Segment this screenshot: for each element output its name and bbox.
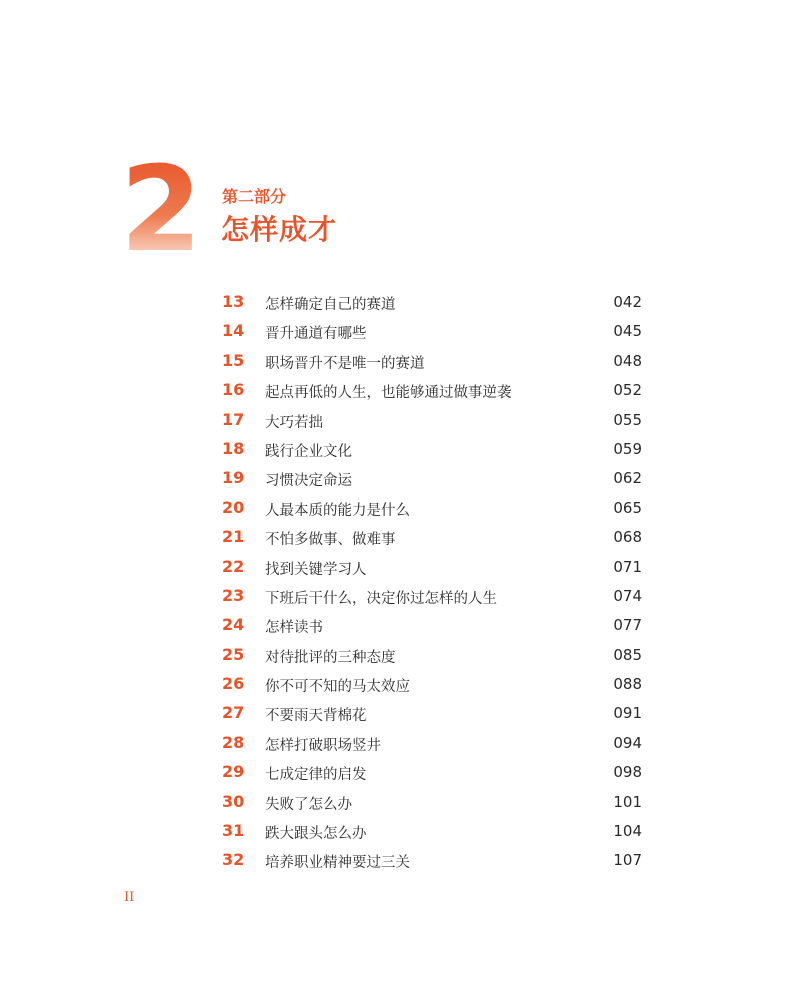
toc-entry-page: 065 xyxy=(613,498,642,517)
toc-entry-title: 怎样打破职场竖井 xyxy=(265,737,381,754)
toc-entry-title: 怎样读书 xyxy=(265,620,323,637)
toc-entry-page: 101 xyxy=(613,792,642,811)
toc-entry-number: 15 xyxy=(222,350,245,370)
toc-entry-number: 21 xyxy=(222,527,245,547)
toc-entry-number: 19 xyxy=(222,468,245,488)
toc-entry-page: 059 xyxy=(613,439,642,458)
toc-entry-page: 062 xyxy=(613,469,642,488)
toc-entry-page: 052 xyxy=(613,381,642,400)
toc-entry-title: 下班后干什么，决定你过怎样的人生 xyxy=(265,590,497,607)
toc-entry[interactable] xyxy=(0,729,800,758)
toc-entry-title: 你不可不知的马太效应 xyxy=(265,679,410,696)
toc-entry-number: 27 xyxy=(222,703,245,723)
toc-entry-title: 晋升通道有哪些 xyxy=(265,326,367,343)
toc-entry[interactable] xyxy=(0,406,800,435)
part-numeral: 2 xyxy=(120,140,201,278)
toc-entry[interactable] xyxy=(0,817,800,846)
toc-entry-page: 068 xyxy=(613,528,642,547)
toc-entry-title: 怎样确定自己的赛道 xyxy=(265,297,396,313)
toc-entry-number: 31 xyxy=(222,821,245,841)
toc-entry-page: 098 xyxy=(613,763,642,782)
toc-entry-title: 大巧若拙 xyxy=(265,414,323,431)
toc-entry-page: 055 xyxy=(613,410,642,429)
toc-entry-title: 对待批评的三种态度 xyxy=(265,649,396,666)
toc-entry-title: 不怕多做事、做难事 xyxy=(265,532,396,549)
toc-entry-number: 20 xyxy=(222,497,245,517)
toc-entry[interactable] xyxy=(0,553,800,582)
toc-entry[interactable] xyxy=(0,611,800,640)
toc-entry-page: 071 xyxy=(613,557,642,576)
toc-entry-page: 094 xyxy=(613,733,642,752)
toc-entry-number: 24 xyxy=(222,615,245,635)
toc-entry-number: 17 xyxy=(222,409,245,429)
toc-entry[interactable] xyxy=(0,376,800,405)
toc-entry-number: 32 xyxy=(222,850,245,870)
toc-entry-title: 跌大跟头怎么办 xyxy=(265,826,367,843)
toc-entry[interactable] xyxy=(0,846,800,875)
toc-entry-page: 088 xyxy=(613,675,642,694)
toc-entry[interactable] xyxy=(0,523,800,552)
toc-entry-page: 074 xyxy=(613,586,642,605)
toc-entry-title: 失败了怎么办 xyxy=(265,796,352,813)
toc-entry[interactable] xyxy=(0,464,800,493)
toc-entry-title: 起点再低的人生，也能够通过做事逆袭 xyxy=(265,385,512,402)
part-header xyxy=(0,0,800,280)
toc-entry-title: 不要雨天背棉花 xyxy=(265,708,367,725)
toc-entry-title: 七成定律的启发 xyxy=(265,767,367,784)
toc-entry[interactable] xyxy=(0,494,800,523)
toc-entry-page: 045 xyxy=(613,322,642,341)
toc-entry[interactable] xyxy=(0,788,800,817)
toc-entry[interactable] xyxy=(0,699,800,728)
toc-entry-page: 104 xyxy=(613,822,642,841)
part-title: 怎样成才 xyxy=(221,213,338,246)
toc-entry[interactable] xyxy=(0,641,800,670)
toc-entry-title: 践行企业文化 xyxy=(265,443,352,460)
toc-entry-title: 培养职业精神要过三关 xyxy=(265,855,410,872)
toc-entry-page: 042 xyxy=(613,293,642,311)
toc-entry[interactable] xyxy=(0,288,800,317)
toc-entry-number: 25 xyxy=(222,644,245,664)
toc-entry[interactable] xyxy=(0,582,800,611)
toc-entry-number: 28 xyxy=(222,732,245,752)
toc-entry-number: 13 xyxy=(222,292,245,311)
toc-entry-page: 107 xyxy=(613,851,642,870)
toc-entry-number: 22 xyxy=(222,556,245,576)
toc-entry-number: 23 xyxy=(222,585,245,605)
toc-entry-number: 18 xyxy=(222,438,245,458)
toc-entry-title: 人最本质的能力是什么 xyxy=(265,502,410,519)
toc-entry-number: 14 xyxy=(222,321,245,341)
table-of-contents xyxy=(0,288,800,876)
toc-entry-page: 048 xyxy=(613,351,642,370)
toc-entry[interactable] xyxy=(0,758,800,787)
toc-entry-page: 091 xyxy=(613,704,642,723)
toc-entry-title: 职场晋升不是唯一的赛道 xyxy=(265,355,425,372)
toc-entry-title: 找到关键学习人 xyxy=(265,561,367,578)
toc-entry-title: 习惯决定命运 xyxy=(265,473,352,490)
toc-entry-page: 085 xyxy=(613,645,642,664)
toc-entry-number: 30 xyxy=(222,791,245,811)
toc-entry[interactable] xyxy=(0,670,800,699)
toc-entry[interactable] xyxy=(0,435,800,464)
part-label: 第二部分 xyxy=(222,187,287,206)
toc-entry[interactable] xyxy=(0,347,800,376)
page-folio: II xyxy=(124,890,135,905)
toc-entry[interactable] xyxy=(0,317,800,346)
toc-entry-number: 29 xyxy=(222,762,245,782)
toc-entry-number: 26 xyxy=(222,674,245,694)
toc-entry-number: 16 xyxy=(222,380,245,400)
toc-entry-page: 077 xyxy=(613,616,642,635)
